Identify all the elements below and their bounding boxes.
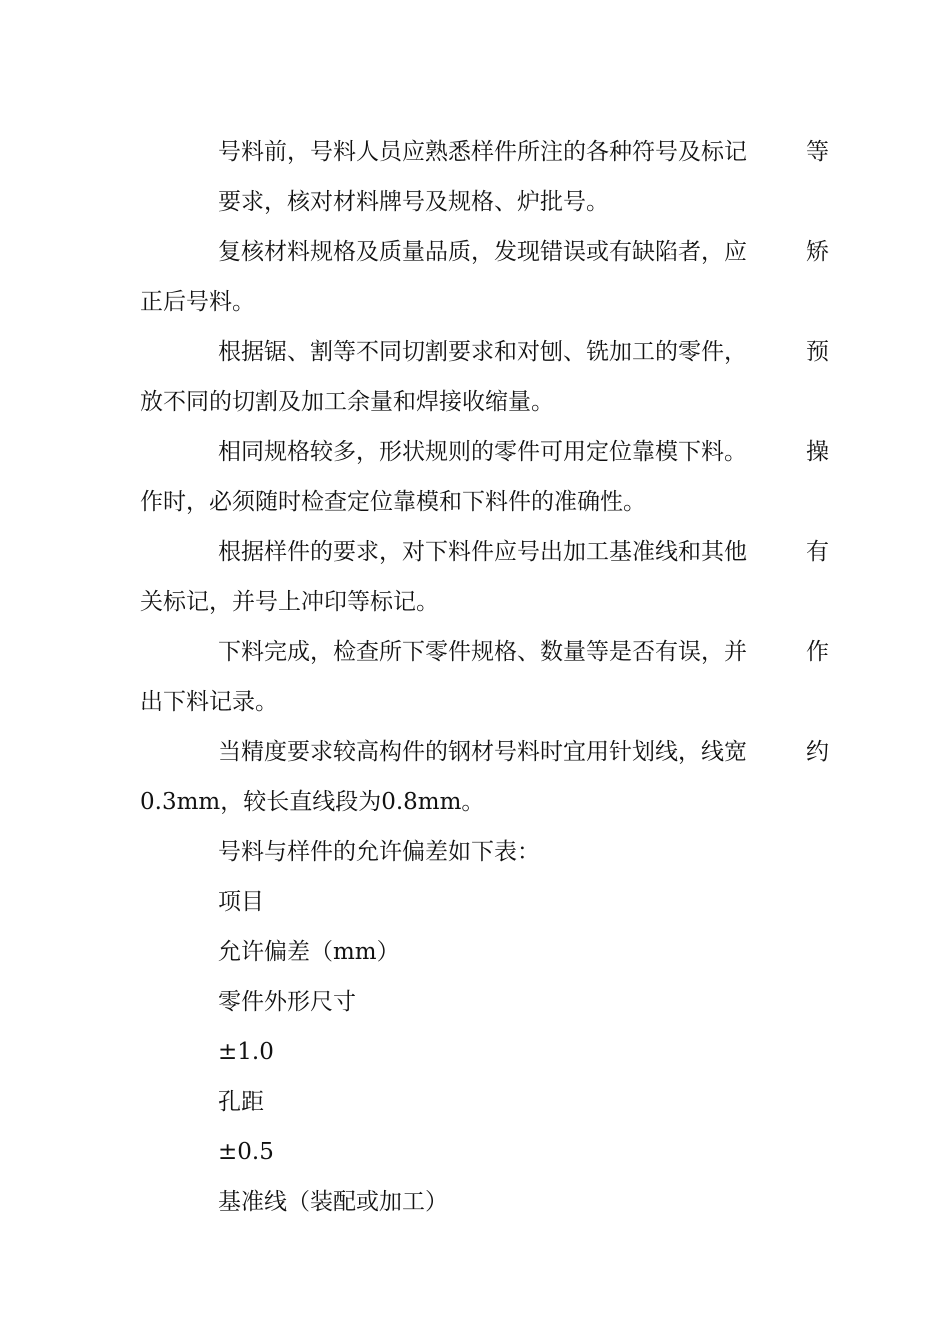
paragraph-1-line-2 xyxy=(0,182,950,222)
table-cell-text: 零件外形尺寸 xyxy=(218,989,356,1015)
paragraph-2-line-2 xyxy=(0,282,950,322)
line-tail-char: 预 xyxy=(806,339,829,365)
table-line-tolerance-header xyxy=(0,932,950,972)
paragraph-3-line-1 xyxy=(0,332,950,372)
line-text: 复核材料规格及质量品质，发现错误或有缺陷者，应 xyxy=(218,239,747,265)
line-text: 要求，核对材料牌号及规格、炉批号。 xyxy=(218,189,609,215)
line-text: 号料前，号料人员应熟悉样件所注的各种符号及标记 xyxy=(218,139,747,165)
table-cell-text: 孔距 xyxy=(218,1089,264,1115)
line-text: 下料完成，检查所下零件规格、数量等是否有误，并 xyxy=(218,639,747,665)
line-text: 根据样件的要求，对下料件应号出加工基准线和其他 xyxy=(218,539,747,565)
line-text: 相同规格较多，形状规则的零件可用定位靠模下料。 xyxy=(218,439,747,465)
table-line-baseline xyxy=(0,1182,950,1222)
table-line-outer-size xyxy=(0,982,950,1022)
line-tail-char: 等 xyxy=(806,139,829,165)
line-tail-char: 矫 xyxy=(806,239,829,265)
table-line-item-header xyxy=(0,882,950,922)
line-text: 当精度要求较高构件的钢材号料时宜用针划线，线宽 xyxy=(218,739,747,765)
paragraph-2-line-1 xyxy=(0,232,950,272)
line-text: 关标记，并号上冲印等标记。 xyxy=(140,589,439,615)
table-line-hole-distance xyxy=(0,1082,950,1122)
line-text: 正后号料。 xyxy=(140,289,255,315)
table-cell-text: ±0.5 xyxy=(218,1139,274,1165)
table-cell-text: ±1.0 xyxy=(218,1039,274,1065)
line-tail-char: 有 xyxy=(806,539,829,565)
line-text: 出下料记录。 xyxy=(140,689,278,715)
table-cell-text: 项目 xyxy=(218,889,264,915)
table-cell-text: 允许偏差（mm） xyxy=(218,939,400,965)
paragraph-4-line-1 xyxy=(0,432,950,472)
paragraph-5-line-2 xyxy=(0,582,950,622)
paragraph-4-line-2 xyxy=(0,482,950,522)
table-line-outer-size-value xyxy=(0,1032,950,1072)
table-cell-text: 基准线（装配或加工） xyxy=(218,1189,448,1215)
paragraph-3-line-2 xyxy=(0,382,950,422)
line-text: 根据锯、割等不同切割要求和对刨、铣加工的零件， xyxy=(218,339,747,365)
line-tail-char: 约 xyxy=(806,739,829,765)
paragraph-7-line-2 xyxy=(0,782,950,822)
paragraph-1-line-1 xyxy=(0,132,950,172)
paragraph-7-line-1 xyxy=(0,732,950,772)
line-tail-char: 作 xyxy=(806,639,829,665)
paragraph-5-line-1 xyxy=(0,532,950,572)
line-text: 放不同的切割及加工余量和焊接收缩量。 xyxy=(140,389,554,415)
line-tail-char: 操 xyxy=(806,439,829,465)
line-text: 号料与样件的允许偏差如下表： xyxy=(218,839,540,865)
paragraph-8-line-1 xyxy=(0,832,950,872)
paragraph-6-line-2 xyxy=(0,682,950,722)
line-text: 0.3mm，较长直线段为0.8mm。 xyxy=(140,789,485,815)
line-text: 作时，必须随时检查定位靠模和下料件的准确性。 xyxy=(140,489,646,515)
table-line-hole-distance-value xyxy=(0,1132,950,1172)
paragraph-6-line-1 xyxy=(0,632,950,672)
